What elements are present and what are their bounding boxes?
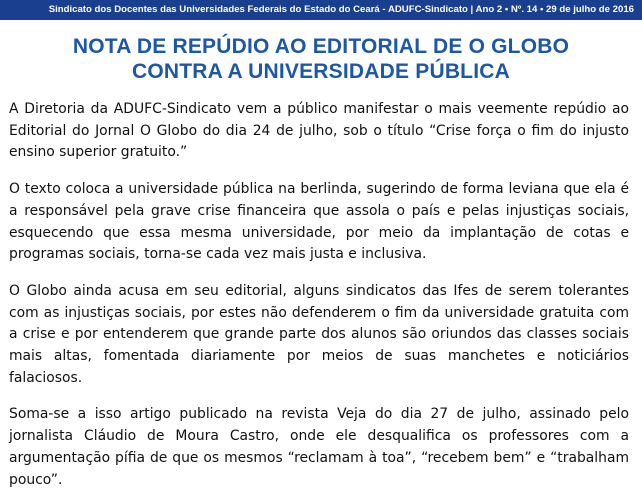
paragraph-3: O Globo ainda acusa em seu editorial, alguns sindicatos das Ifes de serem tolerantes com as injustiças sociais, por estes não defenderem o fim da universidade gratuita com a crise e por entenderem que grande parte dos alunos são oriundos das classes sociais mais altas, fomentada diariamente por meios de suas manchetes e noticiários falaciosos. <box>9 282 629 386</box>
paragraph-1: A Diretoria da ADUFC-Sindicato vem a público manifestar o mais veemente repúdio ao Editorial do Jornal O Globo do dia 24 de julho, sob o título “Crise força o fim do injusto ensino superior gratuito.” <box>9 101 629 161</box>
paragraph-4: Soma-se a isso artigo publicado na revista Veja do dia 27 de julho, assinado pelo jornalista Cláudio de Moura Castro, onde ele desqualifica os professores com a argumentação pífia de que os mesmos “reclamam à toa”, “recebem bem” e “trabalham pouco”. <box>9 406 629 488</box>
newsletter-header-bar: Sindicato dos Docentes das Universidades Federais do Estado do Ceará - ADUFC-Sindicato | Ano 2 • Nº. 14 • 29 de julho de 2016 <box>0 0 642 20</box>
article-title <box>0 34 642 84</box>
article-title-line-1: NOTA DE REPÚDIO AO EDITORIAL DE O GLOBO <box>72 35 570 58</box>
article-body <box>9 99 629 491</box>
article-title-line-2: CONTRA A UNIVERSIDADE PÚBLICA <box>132 60 510 83</box>
paragraph-2: O texto coloca a universidade pública na berlinda, sugerindo de forma leviana que ela é a responsável pela grave crise financeira que assola o país e pelas injustiças sociais, esquecendo que essa mesma universidade, por meio da implantação de cotas e programas sociais, torna-se cada vez mais justa e inclusiva. <box>9 181 629 263</box>
